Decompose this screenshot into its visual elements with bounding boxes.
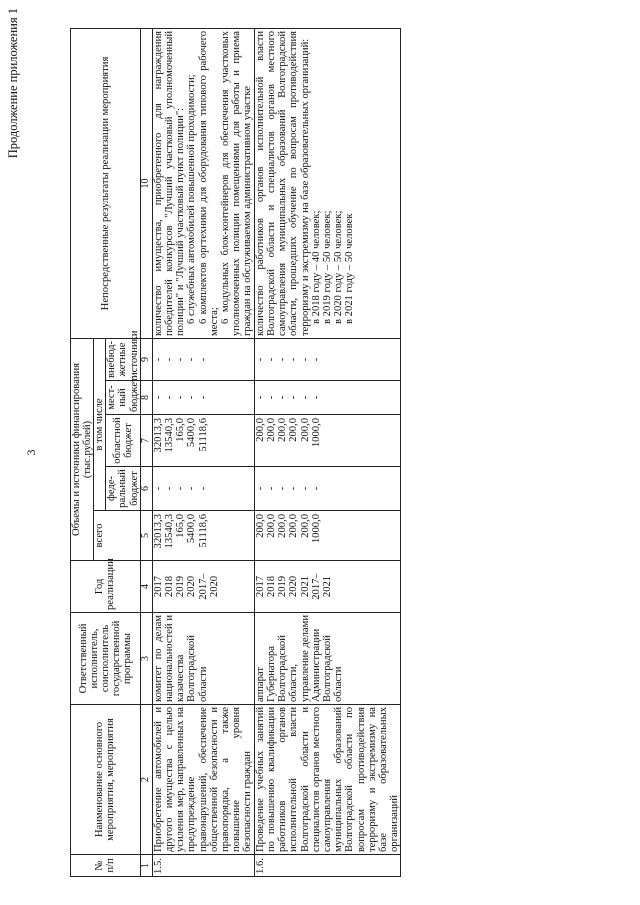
year-list-value: 2017–2020 [197, 573, 220, 600]
program-table [70, 28, 401, 877]
regional-funding-value: 5400,0 [186, 418, 198, 448]
column-number-8: 8 [140, 381, 152, 415]
executor: аппарат Губернатора Волгоградской области, управление делами Администрации Волгоградской области [254, 613, 401, 705]
federal-funding-value: - [299, 486, 311, 491]
header-row-1 [71, 28, 94, 876]
local-funding-value: - [310, 395, 322, 400]
local-funding-value: - [197, 395, 209, 400]
year-list-value: 2021 [299, 575, 311, 598]
total-funding-value: 13540,3 [163, 514, 175, 549]
year-list-value: 2018 [163, 575, 175, 598]
regional-funding-value: 32013,3 [152, 418, 164, 453]
regional-funding-value: 13540,3 [163, 418, 175, 453]
year-list-value: 2017 [254, 575, 266, 598]
extra-funding-value: - [186, 357, 198, 362]
local-funding [152, 381, 254, 415]
year-list-value: 2018 [265, 575, 277, 598]
federal-funding [152, 467, 254, 511]
total-funding-value: 165,0 [175, 514, 187, 538]
header-total: всего [94, 511, 140, 561]
column-number-7: 7 [140, 415, 152, 467]
result-line: 6 служебных автомобилей повышенной проходимости; [186, 74, 198, 324]
table-body [152, 28, 401, 876]
extra-funding-value: - [175, 357, 187, 362]
total-funding-value: 5400,0 [186, 514, 198, 544]
total-funding-value: 32013,3 [152, 514, 164, 549]
year-list-value: 2020 [288, 575, 300, 598]
total-funding-value: 1000,0 [310, 514, 322, 544]
header-executor: Ответственный исполнитель, соисполнитель государственной программы [71, 613, 141, 705]
local-funding-value: - [288, 395, 300, 400]
federal-funding-value: - [277, 486, 289, 491]
extra-funding-value: - [163, 357, 175, 362]
continuation-note: Продолжение приложения 1 [6, 8, 20, 159]
federal-funding-value: - [197, 486, 209, 491]
header-results: Непосредственные результаты реализации мероприятия [71, 28, 141, 338]
extra-funding-value: - [152, 357, 164, 362]
local-funding-value: - [265, 395, 277, 400]
total-funding-value: 200,0 [254, 514, 266, 538]
result-line: в 2018 году – 40 человек; [310, 210, 322, 324]
extra-funding-value: - [288, 357, 300, 362]
regional-funding-value: 200,0 [254, 418, 266, 442]
header-no: № п/п [71, 855, 141, 877]
extra-funding-value: - [299, 357, 311, 362]
regional-funding-value: 200,0 [265, 418, 277, 442]
local-funding-value: - [163, 395, 175, 400]
federal-funding-value: - [310, 486, 322, 491]
year-list [152, 561, 254, 613]
result-line: 6 модульных блок-контейнеров для обеспечения участковых уполномоченных полиции помещениями для работы и приема граждан на обслуживаемом административном участке [219, 30, 254, 336]
regional-funding-value: 200,0 [277, 418, 289, 442]
extra-funding-value: - [197, 357, 209, 362]
total-funding [152, 511, 254, 561]
regional-funding-value: 51118,6 [197, 418, 209, 452]
federal-funding-value: - [288, 486, 300, 491]
local-funding-value: - [277, 395, 289, 400]
column-number-row [140, 28, 152, 876]
row-number: 1.5. [152, 855, 254, 877]
extra-funding-value: - [254, 357, 266, 362]
local-funding-value: - [186, 395, 198, 400]
year-list-value: 2020 [186, 575, 198, 598]
total-funding-value: 200,0 [288, 514, 300, 538]
column-number-10: 10 [140, 28, 152, 338]
federal-funding [254, 467, 401, 511]
page-number: 3 [24, 449, 38, 456]
table-row [254, 28, 401, 876]
federal-funding-value: - [254, 486, 266, 491]
extra-funding-value: - [277, 357, 289, 362]
extra-funding-value: - [265, 357, 277, 362]
year-list-value: 2019 [175, 575, 187, 598]
column-number-9: 9 [140, 338, 152, 380]
total-funding-value: 51118,6 [197, 514, 209, 548]
table-row [152, 28, 254, 876]
year-list-value: 2017–2021 [310, 573, 333, 600]
measure-name: Проведение учебных занятий по повышению квалификации работников органов исполнительной власти Волгоградской области и специалистов органов местного самоуправления муниципальных образований Волгоградской области по вопросам противодействия терроризму и экстремизму на базе образовательных организаций [254, 705, 401, 855]
regional-funding [254, 415, 401, 467]
federal-funding-value: - [175, 486, 187, 491]
measure-name: Приобретение автомобилей и другого имущества с целью усиления мер, направленных на предупреждение правонарушений, обеспечение общественной безопасности и правопорядка, а также повышение уровня безопасности граждан [152, 705, 254, 855]
regional-funding-value: 200,0 [288, 418, 300, 442]
result-line: в 2020 году – 50 человек; [333, 210, 345, 324]
result-line: 6 комплектов оргтехники для оборудования типового рабочего места; [197, 30, 220, 336]
column-number-2: 2 [140, 705, 152, 855]
result-line: в 2021 году – 50 человек [344, 213, 356, 324]
header-name: Наименование основного мероприятия, мероприятия [71, 705, 141, 855]
result-line: количество имущества, приобретенного для награждения победителей конкурсов "Лучший участковый уполномоченный полиции" и "Лучший участковый пункт полиции": [152, 30, 187, 336]
column-number-1: 1 [140, 855, 152, 877]
extra-funding [152, 338, 254, 380]
local-funding-value: - [299, 395, 311, 400]
column-number-3: 3 [140, 613, 152, 705]
regional-funding-value: 165,0 [175, 418, 187, 442]
federal-funding-value: - [152, 486, 164, 491]
regional-funding-value: 1000,0 [310, 418, 322, 448]
federal-funding-value: - [265, 486, 277, 491]
header-funding: Объемы и источники финансирования (тыс.рублей) [71, 338, 94, 560]
year-list-value: 2017 [152, 575, 164, 598]
header-federal: феде-ральный бюджет [106, 467, 140, 511]
total-funding [254, 511, 401, 561]
column-number-6: 6 [140, 467, 152, 511]
local-funding-value: - [175, 395, 187, 400]
regional-funding-value: 200,0 [299, 418, 311, 442]
result-line: количество работников органов исполнительной власти Волгоградской области и специалистов органов местного самоуправления муниципальных образований Волгоградской области, прошедших обучение по вопросам противодействия терроризму и экстремизму на базе образовательных организаций: [254, 30, 311, 336]
row-number: 1.6. [254, 855, 401, 877]
header-regional: областной бюджет [106, 415, 140, 467]
local-funding [254, 381, 401, 415]
executor: комитет по делам национальностей и казачества Волгоградской области [152, 613, 254, 705]
header-year: Год реализации [71, 561, 141, 613]
year-list [254, 561, 401, 613]
results [254, 28, 401, 338]
total-funding-value: 200,0 [265, 514, 277, 538]
federal-funding-value: - [163, 486, 175, 491]
total-funding-value: 200,0 [277, 514, 289, 538]
result-line: в 2019 году – 50 человек; [321, 210, 333, 324]
extra-funding [254, 338, 401, 380]
local-funding-value: - [254, 395, 266, 400]
header-local: мест-ный бюджет [106, 381, 140, 415]
total-funding-value: 200,0 [299, 514, 311, 538]
federal-funding-value: - [186, 486, 198, 491]
local-funding-value: - [152, 395, 164, 400]
header-extra: внебюд-жетные источники [106, 338, 140, 380]
regional-funding [152, 415, 254, 467]
extra-funding-value: - [310, 357, 322, 362]
header-including: в том числе [94, 338, 106, 510]
column-number-5: 5 [140, 511, 152, 561]
results [152, 28, 254, 338]
year-list-value: 2019 [277, 575, 289, 598]
column-number-4: 4 [140, 561, 152, 613]
